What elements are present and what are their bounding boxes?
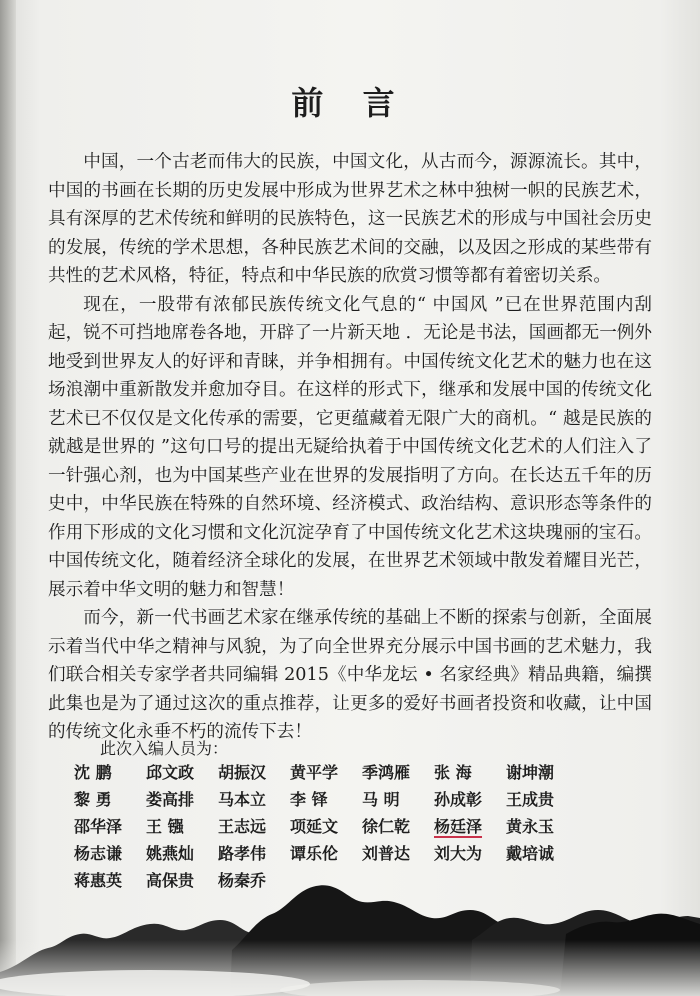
paragraph-3: 而今，新一代书画艺术家在继承传统的基础上不断的探索与创新，全面展示着当代中华之精神与风貌，为了向全世界充分展示中国书画的艺术魅力，我们联合相关专家学者共同编辑 2015《中华龙坛 • 名家经典》精品典籍，编撰此集也是为了通过这次的重点推荐，让更多的爱好书画者投资和收藏，让中国的传统文化永垂不朽的流传下去！ (48, 608, 652, 742)
paragraph-1: 中国，一个古老而伟大的民族，中国文化，从古而今，源源流长。其中，中国的书画在长期的历史发展中形成为世界艺术之林中独树一帜的民族艺术，具有深厚的艺术传统和鲜明的民族特色，这一民族艺术的形成与中国社会历史的发展，传统的学术思想，各种民族艺术间的交融，以及因之形成的某些带有共性的艺术风格，特征，特点和中华民族的欣赏习惯等都有着密切关系。 (48, 152, 652, 286)
contributor-name: 邱文政 (146, 763, 195, 782)
contributor-name: 姚燕灿 (146, 844, 195, 863)
preface-body (48, 148, 652, 747)
book-spine-shadow (0, 0, 16, 996)
contributor-name: 戴培诚 (506, 844, 555, 863)
contributor-name: 徐仁乾 (362, 817, 411, 836)
contributor-name: 王 镪 (146, 817, 184, 836)
contributor-name: 沈 鹏 (74, 763, 112, 782)
contributor-name: 马本立 (218, 790, 267, 809)
contributor-name: 黎 勇 (74, 790, 112, 809)
contributor-name: 杨志谦 (74, 844, 123, 863)
contributor-name: 季鸿雁 (362, 763, 411, 782)
paragraph-2: 现在，一股带有浓郁民族传统文化气息的“ 中国风 ”已在世界范围内刮起，锐不可挡地席卷各地，开辟了一片新天地 ．无论是书法，国画都无一例外地受到世界友人的好评和青睐，并争相拥有。中国传统文化艺术的魅力也在这场浪潮中重新散发并愈加夺目。在这样的形式下，继承和发展中国的传统文化艺术已不仅仅是文化传承的需要，它更蕴藏着无限广大的商机。“ 越是民族的就越是世界的 ”这句口号的提出无疑给执着于中国传统文化艺术的人们注入了一针强心剂，也为中国某些产业在世界的发展指明了方向。在长达五千年的历史中，中华民族在特殊的自然环境、经济模式、政治结构、意识形态等条件的作用下形成的文化习惯和文化沉淀孕育了中国传统文化艺术这块瑰丽的宝石。中国传统文化，随着经济全球化的发展，在世界艺术领域中散发着耀目光芒，展示着中华文明的魅力和智慧！ (48, 294, 652, 600)
contributor-name: 王成贵 (506, 790, 555, 809)
contributor-name: 孙成彰 (434, 790, 483, 809)
contributor-name: 谢坤潮 (506, 763, 555, 782)
contributor-name: 娄高排 (146, 790, 195, 809)
contributor-name: 路孝伟 (218, 844, 267, 863)
contributor-name: 高保贵 (146, 871, 195, 890)
ink-mountain-illustration (0, 880, 700, 996)
contributor-name: 马 明 (362, 790, 400, 809)
contributors-list (74, 762, 594, 892)
contributor-name: 李 铎 (290, 790, 328, 809)
page-title: 前 言 (291, 84, 409, 122)
contributor-name: 杨秦乔 (218, 871, 267, 890)
contributor-name: 谭乐伦 (290, 844, 339, 863)
contributor-name: 杨廷泽 (434, 817, 483, 836)
contributor-name: 黄平学 (290, 763, 339, 782)
contributor-name: 刘大为 (434, 844, 483, 863)
contributors-heading: 此次入编人员为： (100, 739, 229, 758)
contributor-name: 项延文 (290, 817, 339, 836)
contributor-name: 胡振汉 (218, 763, 267, 782)
contributor-name: 刘普达 (362, 844, 411, 863)
contributor-name: 蒋惠英 (74, 871, 123, 890)
contributor-name: 王志远 (218, 817, 267, 836)
contributor-name: 张 海 (434, 763, 472, 782)
contributor-name: 邵华泽 (74, 817, 123, 836)
contributor-name: 黄永玉 (506, 817, 555, 836)
